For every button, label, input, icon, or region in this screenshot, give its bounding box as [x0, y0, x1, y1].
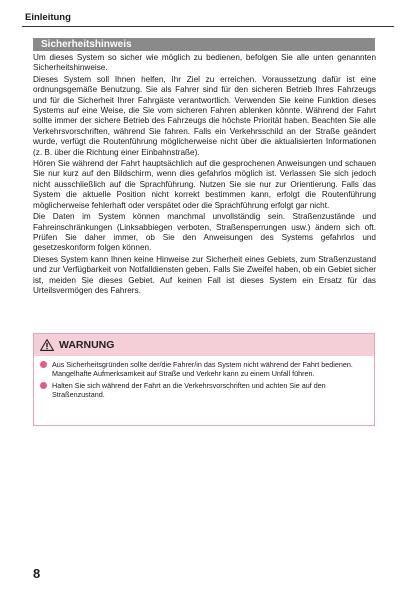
page-number: 8	[33, 566, 41, 581]
warning-title: WARNUNG	[59, 339, 115, 351]
warning-header	[34, 334, 374, 356]
header-divider	[22, 26, 394, 27]
warning-box	[33, 333, 375, 426]
paragraph: Dieses System soll Ihnen helfen, Ihr Ziel zu erreichen. Voraussetzung dafür ist eine ordnungsgemäße Benutzung. Sie als Fahrer sind für den sicheren Betrieb Ihres Fahrzeugs und für die Sicherheit Ihrer Fahrgäste verantwortlich. Verwenden Sie keine Funktion dieses Systems auf eine Weise, die Sie vom sicheren Fahren ablenken könnte. Während der Fahrt sollte immer der sichere Betrieb des Fahrzeugs die höchste Priorität haben. Beachten Sie alle Verkehrsvorschriften, während Sie fahren. Falls ein Verkehrsschild an der Straße geändert wurde, verfügt die Routenführung möglicherweise nicht über die aktualisierten Informationen (z. B. über die Richtung einer Einbahnstraße).	[33, 74, 376, 157]
bullet-icon	[40, 361, 47, 368]
warning-item-text: Aus Sicherheitsgründen sollte der/die Fahrer/in das System nicht während der Fahrt bedienen. Mangelhafte Aufmerksamkeit auf Straße und Verkehr kann zu einem Unfall führen.	[52, 360, 353, 379]
paragraph: Die Daten im System können manchmal unvollständig sein. Straßenzustände und Fahreinschränkungen (Linksabbiegen verboten, Straßensperrungen usw.) ändern sich oft. Prüfen Sie daher immer, ob Sie den Anweisungen des Systems gefahrlos und gesetzeskonform folgen können.	[33, 212, 376, 253]
bullet-icon	[40, 382, 47, 389]
body-text	[33, 53, 376, 297]
chapter-header: Einleitung	[25, 12, 71, 23]
warning-item-text: Halten Sie sich während der Fahrt an die Verkehrsvorschriften und achten Sie auf den Straßenzustand.	[52, 380, 326, 400]
warning-triangle-icon	[40, 339, 54, 351]
warning-list	[34, 356, 374, 400]
warning-item	[40, 381, 368, 400]
section-title: Sicherheitshinweis	[33, 38, 375, 51]
paragraph: Um dieses System so sicher wie möglich zu bedienen, befolgen Sie alle unten genannten Sicherheitshinweise.	[33, 53, 376, 73]
warning-item	[40, 360, 368, 379]
paragraph: Hören Sie während der Fahrt hauptsächlich auf die gesprochenen Anweisungen und schauen Sie nur kurz auf den Bildschirm, wenn dies gefahrlos möglich ist. Verlassen Sie sich jedoch nicht ausschließlich auf die Sprachführung. Nutzen Sie sie nur zur Orientierung. Falls das System die aktuelle Position nicht korrekt bestimmen kann, erfolgt die Routenführung möglicherweise fehlerhaft oder verspätet oder die Sprachführung erfolgt gar nicht.	[33, 159, 376, 210]
paragraph: Dieses System kann Ihnen keine Hinweise zur Sicherheit eines Gebiets, zum Straßenzustand und zur Verfügbarkeit von Notfalldiensten geben. Falls Sie Zweifel haben, ob ein Gebiet sicher ist, meiden Sie dieses Gebiet. Auf keinen Fall ist dieses System ein Ersatz für das Urteilsvermögen des Fahrers.	[33, 254, 376, 295]
